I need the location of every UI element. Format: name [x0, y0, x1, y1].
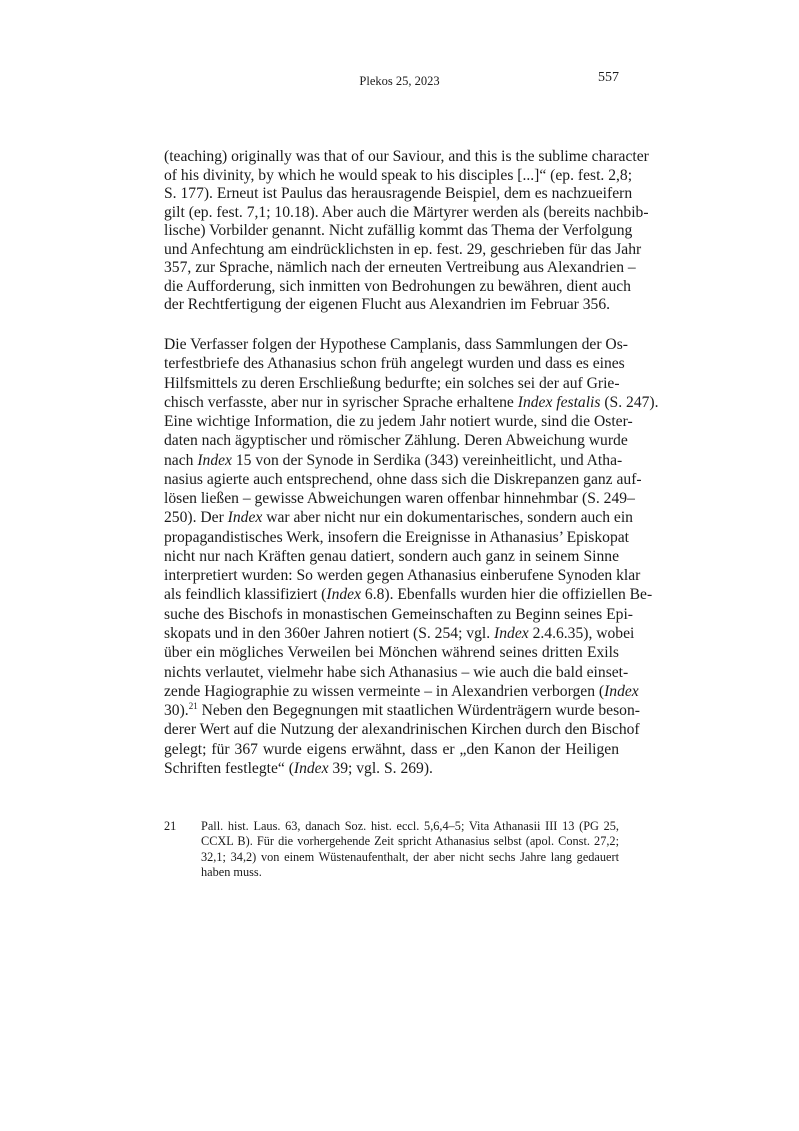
text-line	[164, 185, 633, 204]
text-segment: zende Hagiographie zu wissen vermeinte – in Alexandrien verborgen (	[164, 682, 605, 700]
text-segment: haben muss.	[201, 864, 262, 879]
text-segment: nicht nur nach Kräften genau datiert, sondern auch ganz in seinem Sinne	[164, 547, 619, 565]
text-segment: 2.4.6.35), wobei	[528, 624, 635, 642]
text-line	[164, 451, 623, 470]
text-segment: Die Verfasser folgen der Hypothese Camplanis, dass Sammlungen der Os-	[164, 336, 628, 353]
text-line	[164, 740, 619, 759]
text-segment: of his divinity, by which he would speak to his disciples [...]“ (ep. fest. 2,8;	[164, 166, 633, 184]
text-line	[201, 865, 619, 880]
text-line	[164, 585, 653, 604]
text-segment: terfestbriefe des Athanasius schon früh angelegt wurden und dass es eines	[164, 355, 625, 373]
text-segment: nach	[164, 451, 198, 469]
text-line	[164, 701, 640, 720]
text-segment: war aber nicht nur ein dokumentarisches, sondern auch ein	[262, 509, 633, 527]
footnote-text	[201, 819, 619, 880]
text-segment: CCXL B). Für die vorhergehende Zeit spricht Athanasius selbst (apol. Const. 27,2;	[201, 834, 619, 849]
text-segment: der Rechtfertigung der eigenen Flucht aus Alexandrien im Februar 356.	[164, 296, 611, 313]
text-line	[164, 528, 630, 547]
text-segment: Schriften festlegte“ (	[164, 759, 294, 777]
text-line	[164, 663, 629, 682]
body-paragraph	[164, 335, 659, 778]
text-line	[164, 547, 619, 566]
page-number: 557	[598, 70, 619, 85]
text-segment: nasius agierte auch entsprechend, ohne dass sich die Diskrepanzen ganz auf-	[164, 470, 642, 488]
text-line	[164, 277, 631, 297]
italic-text: Index	[227, 509, 263, 527]
text-segment: skopats und in den 360er Jahren notiert (S. 254; vgl.	[164, 624, 495, 642]
text-segment: Neben den Begegnungen mit staatlichen Würdenträgern wurde beson-	[197, 702, 640, 720]
text-segment: 357, zur Sprache, nämlich nach der erneuten Vertreibung aus Alexandrien –	[164, 259, 636, 276]
text-line	[164, 296, 619, 315]
italic-text: Index	[197, 451, 232, 469]
text-segment: Eine wichtige Information, die zu jedem Jahr notiert wurde, sind die Oster-	[164, 413, 633, 431]
text-segment: lische) Vorbilder genannt. Nicht zufällig kommt das Thema der Verfolgung	[164, 222, 633, 239]
text-segment: gelegt; für 367 wurde eigens erwähnt, dass er „den Kanon der Heiligen	[164, 740, 619, 758]
text-line	[164, 508, 633, 527]
text-line	[164, 148, 649, 167]
text-segment: interpretiert wurden: So werden gegen Athanasius einberufene Synoden klar	[164, 567, 641, 585]
text-segment: und Anfechtung am eindrücklichsten in ep. fest. 29, geschrieben für das Jahr	[164, 240, 642, 258]
text-segment: suche des Bischofs in monastischen Gemeinschaften zu Beginn seines Epi-	[164, 605, 634, 623]
text-line	[164, 605, 634, 624]
text-segment: derer Wert auf die Nutzung der alexandrinischen Kirchen durch den Bischof	[164, 721, 640, 739]
text-line	[164, 259, 636, 278]
text-segment: 30).	[164, 702, 189, 720]
text-line	[201, 834, 619, 849]
text-line	[164, 566, 641, 585]
text-line	[201, 819, 619, 834]
text-segment: 250). Der	[164, 509, 228, 527]
text-line	[164, 412, 633, 431]
text-segment: die Aufforderung, sich inmitten von Bedrohungen zu bewähren, dient auch	[164, 277, 631, 295]
text-line	[164, 720, 640, 739]
text-line	[164, 624, 635, 643]
text-segment: 39; vgl. S. 269).	[328, 759, 433, 777]
text-segment: daten nach ägyptischer und römischer Zählung. Deren Abweichung wurde	[164, 432, 628, 450]
italic-text: Index festalis	[517, 393, 601, 411]
text-line	[164, 374, 619, 393]
text-segment: 6.8). Ebenfalls wurden hier die offiziellen Be-	[361, 586, 653, 604]
text-line	[164, 682, 639, 701]
footnote-reference[interactable]: 21	[188, 701, 198, 712]
text-segment: über ein mögliches Verweilen bei Mönchen während seines dritten Exils	[164, 644, 619, 662]
text-segment: chisch verfasste, aber nur in syrischer Sprache erhaltene	[164, 393, 518, 411]
text-segment: als feindlich klassifiziert (	[164, 586, 327, 604]
text-segment: propagandistisches Werk, insofern die Ereignisse in Athanasius’ Episkopat	[164, 528, 630, 546]
text-segment: nichts verlautet, vielmehr habe sich Athanasius – wie auch die bald einset-	[164, 663, 629, 681]
text-line	[164, 470, 642, 489]
text-segment: S. 177). Erneut ist Paulus das herausragende Beispiel, dem es nachzueifern	[164, 185, 633, 202]
text-line	[164, 354, 625, 373]
text-segment: (teaching) originally was that of our Saviour, and this is the sublime character	[164, 148, 649, 165]
italic-text: Index	[326, 586, 362, 604]
body-paragraph	[164, 148, 649, 315]
italic-text: Index	[604, 682, 639, 700]
text-line	[164, 393, 659, 412]
text-line	[201, 850, 619, 865]
italic-text: Index	[293, 759, 329, 777]
text-segment: (S. 247).	[600, 393, 659, 411]
text-line	[164, 643, 619, 662]
text-line	[164, 335, 628, 354]
text-segment: Pall. hist. Laus. 63, danach Soz. hist. eccl. 5,6,4–5; Vita Athanasii III 13 (PG 25,	[201, 819, 619, 833]
text-line	[164, 759, 619, 778]
text-segment: gilt (ep. fest. 7,1; 10.18). Aber auch die Märtyrer werden als (bereits nachbib-	[164, 203, 649, 221]
italic-text: Index	[494, 624, 529, 642]
text-segment: lösen ließen – gewisse Abweichungen waren offenbar hinnehmbar (S. 249–	[164, 490, 635, 508]
text-line	[164, 203, 649, 223]
text-segment: 32,1; 34,2) von einem Wüstenaufenthalt, der aber nicht sechs Jahre lang gedauert	[201, 849, 619, 864]
text-segment: 15 von der Synode in Serdika (343) vereinheitlicht, und Atha-	[231, 451, 623, 469]
journal-title: Plekos 25, 2023	[359, 74, 440, 88]
text-line	[164, 222, 633, 241]
footnote-number: 21	[164, 819, 177, 833]
text-line	[164, 431, 628, 450]
text-line	[164, 489, 635, 508]
text-line	[164, 240, 642, 260]
text-line	[164, 166, 633, 186]
text-segment: Hilfsmittels zu deren Erschließung bedurfte; ein solches sei der auf Grie-	[164, 374, 620, 392]
